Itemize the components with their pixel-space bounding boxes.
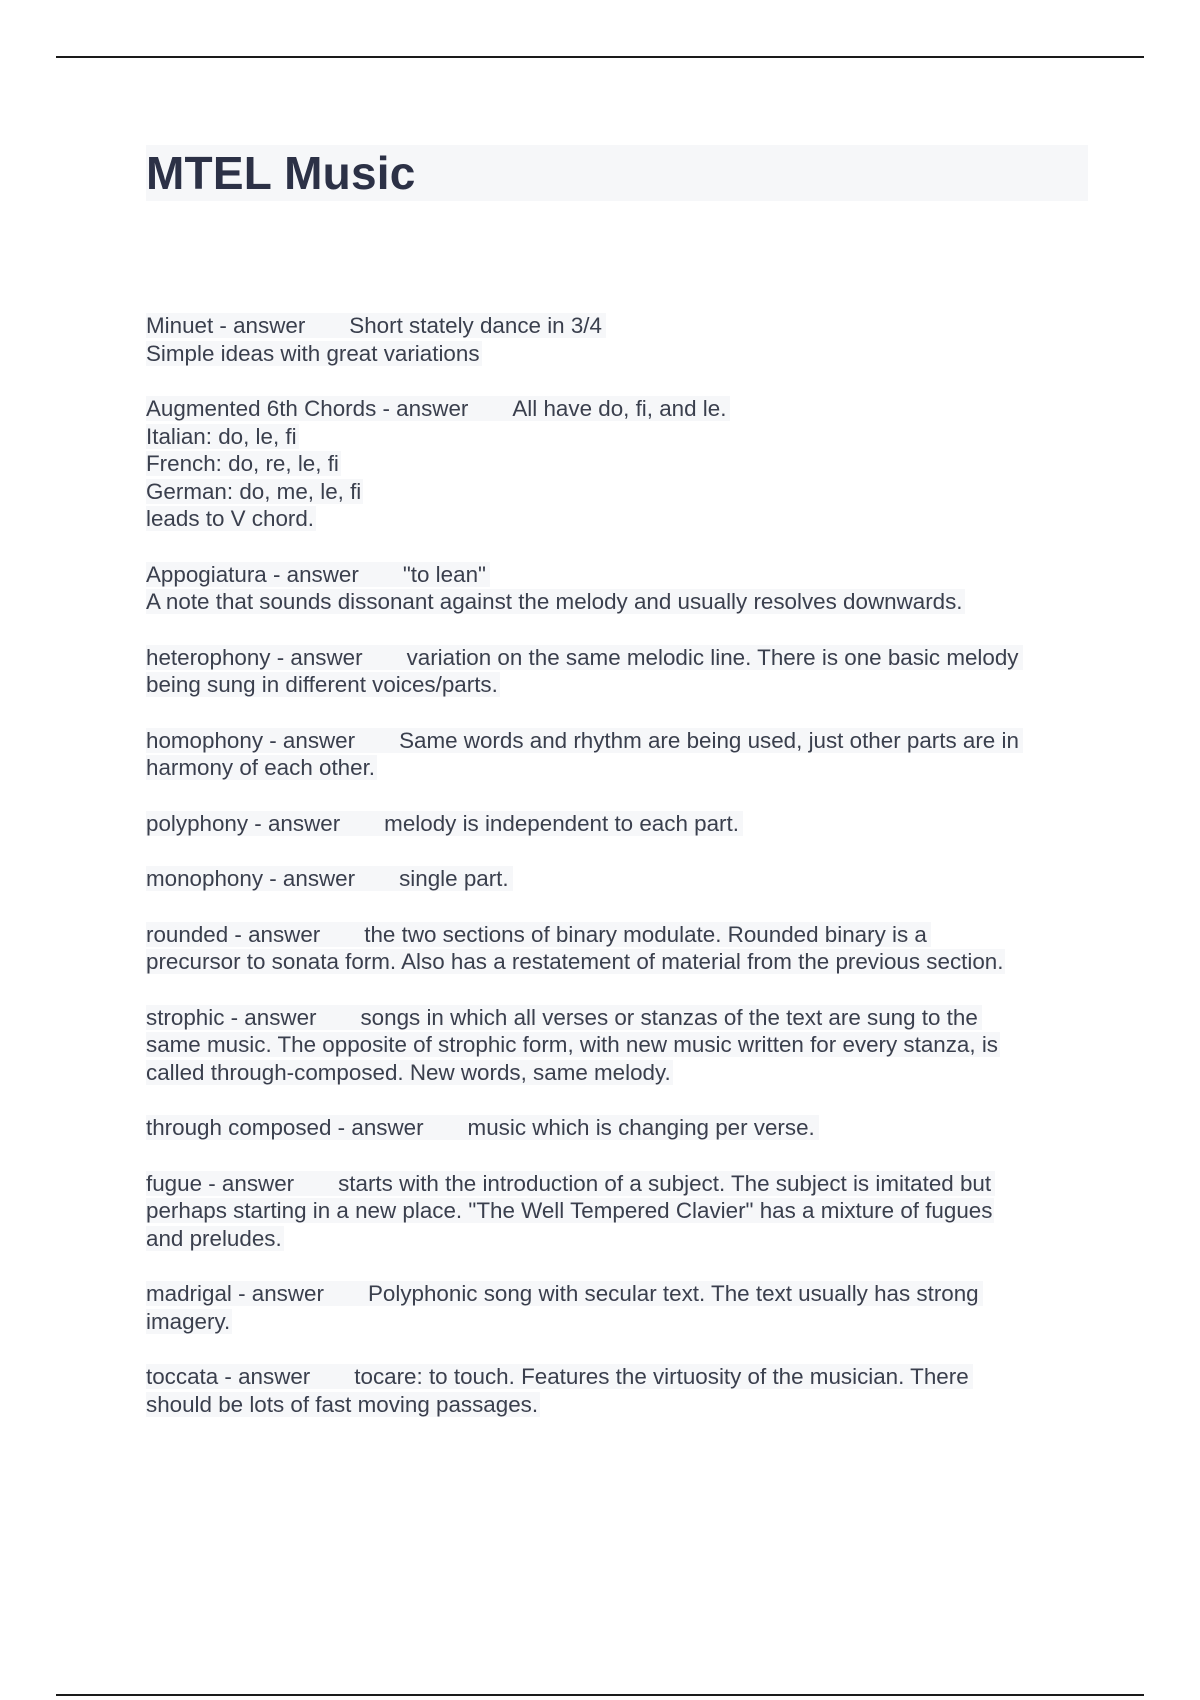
flashcard-answer-text: songs in which all verses or stanzas of the text are sung to the xyxy=(360,1004,978,1030)
flashcard-answer-line xyxy=(146,478,1092,506)
flashcard-first-line xyxy=(146,921,1092,949)
flashcard-answer-text: imagery. xyxy=(146,1308,231,1334)
flashcard-term: homophony - answer xyxy=(146,727,356,753)
flashcard-term: toccata - answer xyxy=(146,1364,311,1389)
flashcard-answer-line xyxy=(146,450,1092,478)
flashcard-answer-text: Short stately dance in 3/4 xyxy=(349,313,602,338)
flashcard-answer-text: should be lots of fast moving passages. xyxy=(146,1391,539,1417)
flashcard-first-line xyxy=(146,1114,1092,1142)
top-divider xyxy=(56,56,1144,58)
flashcard-answer-line xyxy=(146,1197,1092,1225)
flashcard xyxy=(146,810,1092,838)
flashcard-answer-text: leads to V chord. xyxy=(146,506,315,531)
page-title: MTEL Music xyxy=(146,147,416,199)
flashcard-answer-text: harmony of each other. xyxy=(146,755,376,780)
flashcard-first-line xyxy=(146,395,1092,423)
flashcard-answer-text: the two sections of binary modulate. Rounded binary is a xyxy=(364,921,927,947)
flashcard-term: madrigal - answer xyxy=(146,1281,324,1306)
flashcard-line-highlight xyxy=(146,811,743,836)
flashcard xyxy=(146,1170,1092,1253)
flashcard xyxy=(146,1363,1092,1418)
flashcard-first-line xyxy=(146,1363,1092,1391)
flashcard-answer-text: variation on the same melodic line. There is one basic melody xyxy=(406,644,1019,670)
flashcard-answer-text: perhaps starting in a new place. "The Well Tempered Clavier" has a mixture of fugues xyxy=(146,1198,993,1223)
flashcard-first-line xyxy=(146,1280,1092,1308)
flashcard-answer-text: called through-composed. New words, same melody. xyxy=(146,1059,671,1085)
flashcard xyxy=(146,865,1092,893)
flashcard-answer-text: single part. xyxy=(399,866,509,891)
flashcard-answer-text: same music. The opposite of strophic form, with new music written for every stanza, is xyxy=(146,1032,998,1057)
flashcard-answer-text: French: do, re, le, fi xyxy=(146,451,339,476)
flashcard-answer-text: Italian: do, le, fi xyxy=(146,423,297,449)
flashcard-first-line xyxy=(146,644,1092,672)
flashcard-answer-text: starts with the introduction of a subject. The subject is imitated but xyxy=(338,1170,992,1196)
flashcard-line-highlight xyxy=(146,313,606,338)
flashcard-line-highlight xyxy=(146,562,490,587)
flashcard-answer-line xyxy=(146,754,1092,782)
flashcard xyxy=(146,312,1092,367)
flashcard-answer-text: and preludes. xyxy=(146,1225,282,1251)
flashcard-answer-text: "to lean" xyxy=(402,561,486,587)
flashcard-list xyxy=(146,312,1092,1446)
flashcard-term: strophic - answer xyxy=(146,1004,317,1030)
flashcard-first-line xyxy=(146,865,1092,893)
flashcard-answer-text: A note that sounds dissonant against the melody and usually resolves downwards. xyxy=(146,589,963,614)
flashcard-answer-line xyxy=(146,505,1092,533)
flashcard-term: monophony - answer xyxy=(146,866,356,891)
flashcard-line-highlight xyxy=(146,1364,973,1389)
flashcard-term: heterophony - answer xyxy=(146,644,363,670)
flashcard-first-line xyxy=(146,1170,1092,1198)
flashcard-first-line xyxy=(146,312,1092,340)
flashcard-term: fugue - answer xyxy=(146,1170,295,1196)
flashcard xyxy=(146,1114,1092,1142)
flashcard-term: through composed - answer xyxy=(146,1115,424,1140)
flashcard-first-line xyxy=(146,727,1092,755)
flashcard-line-highlight xyxy=(146,866,513,891)
flashcard xyxy=(146,644,1092,699)
flashcard-answer-line xyxy=(146,1225,1092,1253)
bottom-divider xyxy=(56,1694,1144,1696)
flashcard-term: Appogiatura - answer xyxy=(146,561,359,587)
flashcard-line-highlight xyxy=(146,922,931,947)
flashcard-term: polyphony - answer xyxy=(146,810,341,836)
flashcard-first-line xyxy=(146,561,1092,589)
flashcard xyxy=(146,395,1092,533)
flashcard-answer-text: being sung in different voices/parts. xyxy=(146,672,498,697)
flashcard-answer-text: melody is independent to each part. xyxy=(384,810,739,836)
flashcard-line-highlight xyxy=(146,1171,995,1196)
flashcard-line-highlight xyxy=(146,645,1023,670)
flashcard-answer-text: tocare: to touch. Features the virtuosity of the musician. There xyxy=(354,1364,969,1389)
flashcard-term: rounded - answer xyxy=(146,921,321,947)
flashcard-answer-line xyxy=(146,948,1092,976)
flashcard xyxy=(146,1004,1092,1087)
flashcard xyxy=(146,727,1092,782)
flashcard-line-highlight xyxy=(146,1281,983,1306)
flashcard-answer-text: German: do, me, le, fi xyxy=(146,478,362,504)
flashcard-answer-line xyxy=(146,340,1092,368)
flashcard-answer-line xyxy=(146,588,1092,616)
flashcard-line-highlight xyxy=(146,1005,982,1030)
flashcard-answer-line xyxy=(146,423,1092,451)
flashcard-answer-line xyxy=(146,1059,1092,1087)
flashcard-answer-line xyxy=(146,671,1092,699)
flashcard xyxy=(146,561,1092,616)
flashcard xyxy=(146,921,1092,976)
flashcard-line-highlight xyxy=(146,1115,819,1140)
flashcard-answer-text: precursor to sonata form. Also has a restatement of material from the previous section. xyxy=(146,949,1004,974)
flashcard-term: Minuet - answer xyxy=(146,313,306,338)
flashcard xyxy=(146,1280,1092,1335)
flashcard-answer-text: Same words and rhythm are being used, just other parts are in xyxy=(399,727,1019,753)
flashcard-first-line xyxy=(146,810,1092,838)
flashcard-term: Augmented 6th Chords - answer xyxy=(146,396,469,421)
flashcard-line-highlight xyxy=(146,728,1023,753)
flashcard-answer-line xyxy=(146,1031,1092,1059)
flashcard-answer-text: music which is changing per verse. xyxy=(467,1115,815,1140)
flashcard-first-line xyxy=(146,1004,1092,1032)
flashcard-answer-line xyxy=(146,1391,1092,1419)
flashcard-answer-text: Simple ideas with great variations xyxy=(146,340,480,366)
flashcard-answer-text: Polyphonic song with secular text. The text usually has strong xyxy=(367,1281,979,1306)
flashcard-answer-text: All have do, fi, and le. xyxy=(512,396,727,421)
flashcard-answer-line xyxy=(146,1308,1092,1336)
flashcard-line-highlight xyxy=(146,396,730,421)
